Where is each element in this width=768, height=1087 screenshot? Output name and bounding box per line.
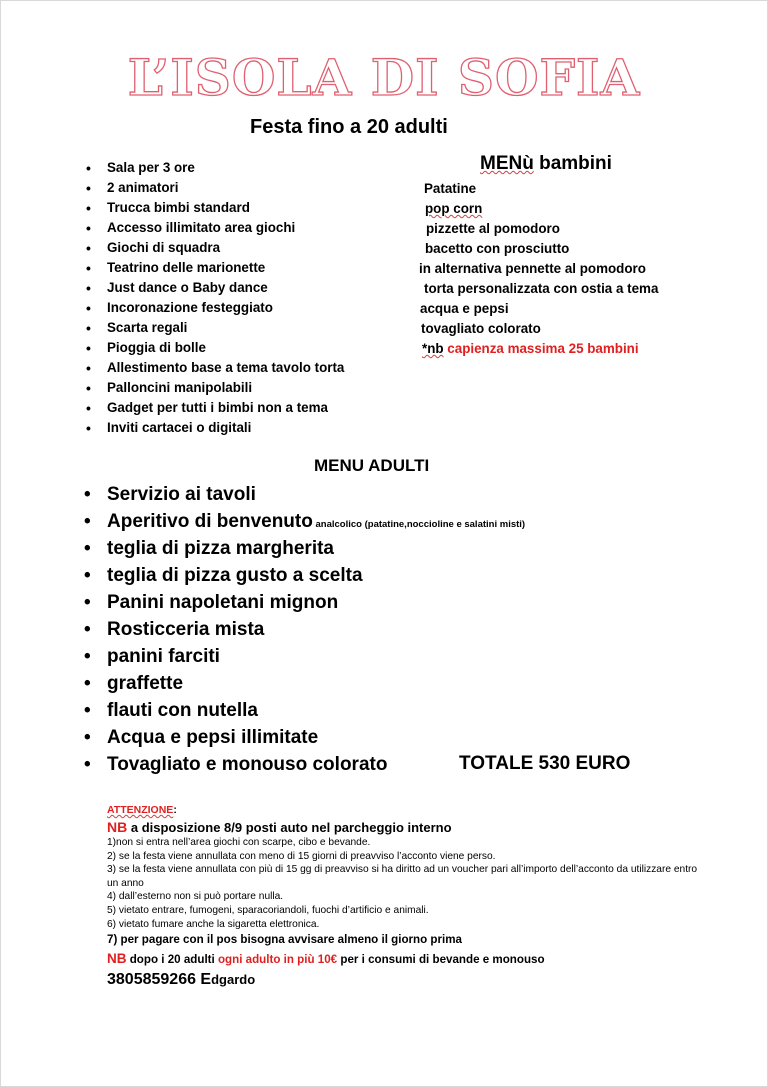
list-item: • Just dance o Baby dance (86, 278, 344, 298)
list-item: • Servizio ai tavoli (84, 481, 525, 508)
extra-adults-text-end: per i consumi di bevande e monouso (337, 953, 545, 967)
list-item: pop corn (425, 201, 483, 216)
attention-heading (107, 802, 707, 818)
list-item: • Trucca bimbi standard (86, 198, 344, 218)
list-item: • 2 animatori (86, 178, 344, 198)
attention-label: ATTENZIONE (107, 804, 174, 816)
list-item: • Teatrino delle marionette (86, 258, 344, 278)
extra-adults-text: dopo i 20 adulti (126, 953, 218, 967)
list-item: • flauti con nutella (84, 697, 525, 724)
list-item: tovagliato colorato (421, 321, 541, 336)
package-list (86, 158, 344, 438)
list-item: • Palloncini manipolabili (86, 378, 344, 398)
attention-colon: : (173, 804, 177, 816)
aperitivo-label: Aperitivo di benvenuto (107, 511, 313, 532)
list-item: • teglia di pizza gusto a scelta (84, 562, 525, 589)
list-item: • teglia di pizza margherita (84, 535, 525, 562)
list-item (84, 508, 525, 535)
notes-section (107, 802, 707, 991)
kids-capacity-note (422, 340, 639, 358)
list-item: • Accesso illimitato area giochi (86, 218, 344, 238)
list-item: pizzette al pomodoro (426, 221, 560, 236)
adults-menu-list (84, 481, 525, 778)
aperitivo-note: analcolico (patatine,noccioline e salatini misti) (312, 519, 526, 530)
parking-note (107, 818, 707, 836)
list-item: • Tovagliato e monouso colorato (84, 751, 525, 778)
list-item: • Allestimento base a tema tavolo torta (86, 358, 344, 378)
rule-item: 6) vietato fumare anche la sigaretta elettronica. (107, 918, 320, 930)
list-item: • Inviti cartacei o digitali (86, 418, 344, 438)
note-prefix: *nb (422, 341, 444, 356)
total-price: TOTALE 530 EURO (459, 753, 631, 774)
list-item: • Panini napoletani mignon (84, 589, 525, 616)
extra-adults-note (107, 950, 707, 968)
rule-item: 7) per pagare con il pos bisogna avvisare almeno il giorno prima (107, 933, 462, 947)
list-item: • panini farciti (84, 643, 525, 670)
phone-number: 3805859266 E (107, 971, 212, 989)
contact-name: dgardo (211, 972, 256, 988)
parking-text: a disposizione 8/9 posti auto nel parcheggio interno (127, 820, 452, 835)
list-item: • Sala per 3 ore (86, 158, 344, 178)
list-item: acqua e pepsi (420, 301, 509, 316)
list-item: torta personalizzata con ostia a tema (424, 281, 659, 296)
list-item: Patatine (424, 181, 477, 196)
kids-menu-title-word: MENù (480, 153, 534, 174)
nb-label: NB (107, 951, 127, 967)
rule-item: 4) dall’esterno non si può portare nulla. (107, 891, 284, 903)
capacity-warning: capienza massima 25 bambini (443, 341, 639, 356)
list-item: in alternativa pennette al pomodoro (419, 261, 646, 276)
kids-menu-title-rest: bambini (533, 153, 612, 174)
rule-item: 3) se la festa viene annullata con più di 15 gg di preavviso si ha diritto ad un voucher pari all’importo dell’acconto da utilizzare entro un anno (107, 864, 698, 889)
list-item: • Gadget per tutti i bimbi non a tema (86, 398, 344, 418)
rule-item: 5) vietato entrare, fumogeni, sparacoriandoli, fuochi d’artificio e animali. (107, 904, 429, 916)
rule-item: 2) se la festa viene annullata con meno di 15 giorni di preavviso l’acconto viene perso. (107, 850, 496, 862)
list-item: bacetto con prosciutto (425, 241, 570, 256)
kids-menu-title (480, 153, 612, 175)
rule-item: 1)non si entra nell’area giochi con scarpe, cibo e bevande. (107, 837, 371, 848)
adults-menu-title: MENU ADULTI (314, 456, 430, 475)
page-title: L’ISOLA DI SOFIA (127, 48, 641, 107)
list-item: • graffette (84, 670, 525, 697)
list-item: • Giochi di squadra (86, 238, 344, 258)
nb-label: NB (107, 819, 128, 835)
list-item: • Acqua e pepsi illimitate (84, 724, 525, 751)
contact-phone (107, 969, 707, 991)
extra-adult-price: ogni adulto in più 10€ (217, 953, 338, 967)
list-item: • Incoronazione festeggiato (86, 298, 344, 318)
list-item: • Scarta regali (86, 318, 344, 338)
page-subtitle: Festa fino a 20 adulti (250, 116, 448, 138)
list-item: • Rosticceria mista (84, 616, 525, 643)
list-item: • Pioggia di bolle (86, 338, 344, 358)
